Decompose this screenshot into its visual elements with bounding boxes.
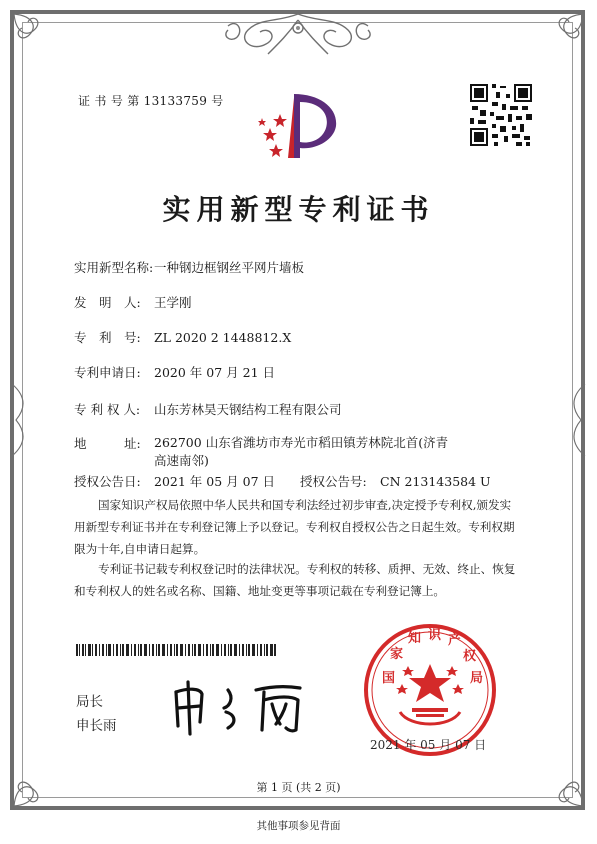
top-right-corner-ornament	[529, 8, 589, 68]
field-label: 授权公告日:	[74, 474, 141, 489]
field-label: 专 利 权 人:	[74, 402, 141, 417]
director-title: 局长	[76, 694, 103, 710]
field-value: 一种钢边框钢丝平网片墙板	[154, 260, 305, 275]
svg-text:权: 权	[463, 649, 477, 664]
field-value: 山东芳林昊天钢结构工程有限公司	[154, 402, 342, 417]
field-label: 实用新型名称:	[74, 260, 154, 275]
svg-text:国: 国	[382, 671, 396, 686]
field-utility-model-name	[74, 258, 304, 276]
field-label: 地 址:	[74, 436, 141, 451]
field-inventor	[74, 293, 192, 311]
svg-text:产: 产	[448, 633, 462, 648]
field-label: 专 利 号:	[74, 330, 141, 345]
top-left-corner-ornament	[8, 8, 68, 68]
patent-office-logo	[254, 88, 346, 170]
footer-note: 其他事项参见背面	[256, 820, 341, 832]
certificate-title: 实用新型专利证书	[162, 193, 435, 226]
left-side-ornament	[8, 380, 30, 460]
seal-date: 2021 年 05 月 07 日	[370, 738, 487, 752]
handwritten-signature	[168, 678, 318, 736]
field-value: 2021 年 05 月 07 日	[154, 474, 275, 489]
field-value: 2020 年 07 月 21 日	[154, 365, 275, 380]
field-value: 王学刚	[154, 295, 192, 310]
svg-text:知: 知	[408, 631, 422, 646]
field-label: 授权公告号:	[300, 474, 367, 489]
director-name: 申长雨	[76, 718, 117, 734]
field-grant-number	[300, 472, 491, 490]
field-value: 262700 山东省潍坊市寿光市稻田镇芳林院北首(济青高速南邻)	[154, 435, 449, 468]
svg-text:局: 局	[470, 671, 484, 686]
body-paragraph-2: 专利证书记载专利权登记时的法律状况。专利权的转移、质押、无效、终止、恢复和专利权人的姓名或名称、国籍、地址变更等事项记载在专利登记簿上。	[74, 562, 516, 598]
page-number: 第 1 页 (共 2 页)	[256, 781, 341, 794]
field-grant-date	[74, 472, 275, 490]
body-paragraph-1: 国家知识产权局依照中华人民共和国专利法经过初步审查,决定授予专利权,颁发实用新型专利证书并在专利登记簿上予以登记。专利权自授权公告之日起生效。专利权期限为十年,自申请日起算。	[74, 498, 515, 556]
field-value: ZL 2020 2 1448812.X	[154, 330, 292, 345]
qr-code	[468, 82, 534, 148]
field-label: 发 明 人:	[74, 295, 141, 310]
barcode	[76, 644, 276, 656]
svg-text:识: 识	[428, 628, 442, 643]
top-ornament	[208, 8, 388, 64]
right-side-ornament	[567, 380, 589, 460]
svg-text:家: 家	[390, 647, 404, 662]
field-patent-number	[74, 328, 291, 346]
field-filing-date	[74, 363, 275, 381]
field-patentee	[74, 400, 342, 418]
certificate-number: 证 书 号 第 13133759 号	[78, 94, 224, 108]
field-value: CN 213143584 U	[380, 474, 491, 489]
field-address	[74, 434, 454, 470]
field-label: 专利申请日:	[74, 365, 141, 380]
